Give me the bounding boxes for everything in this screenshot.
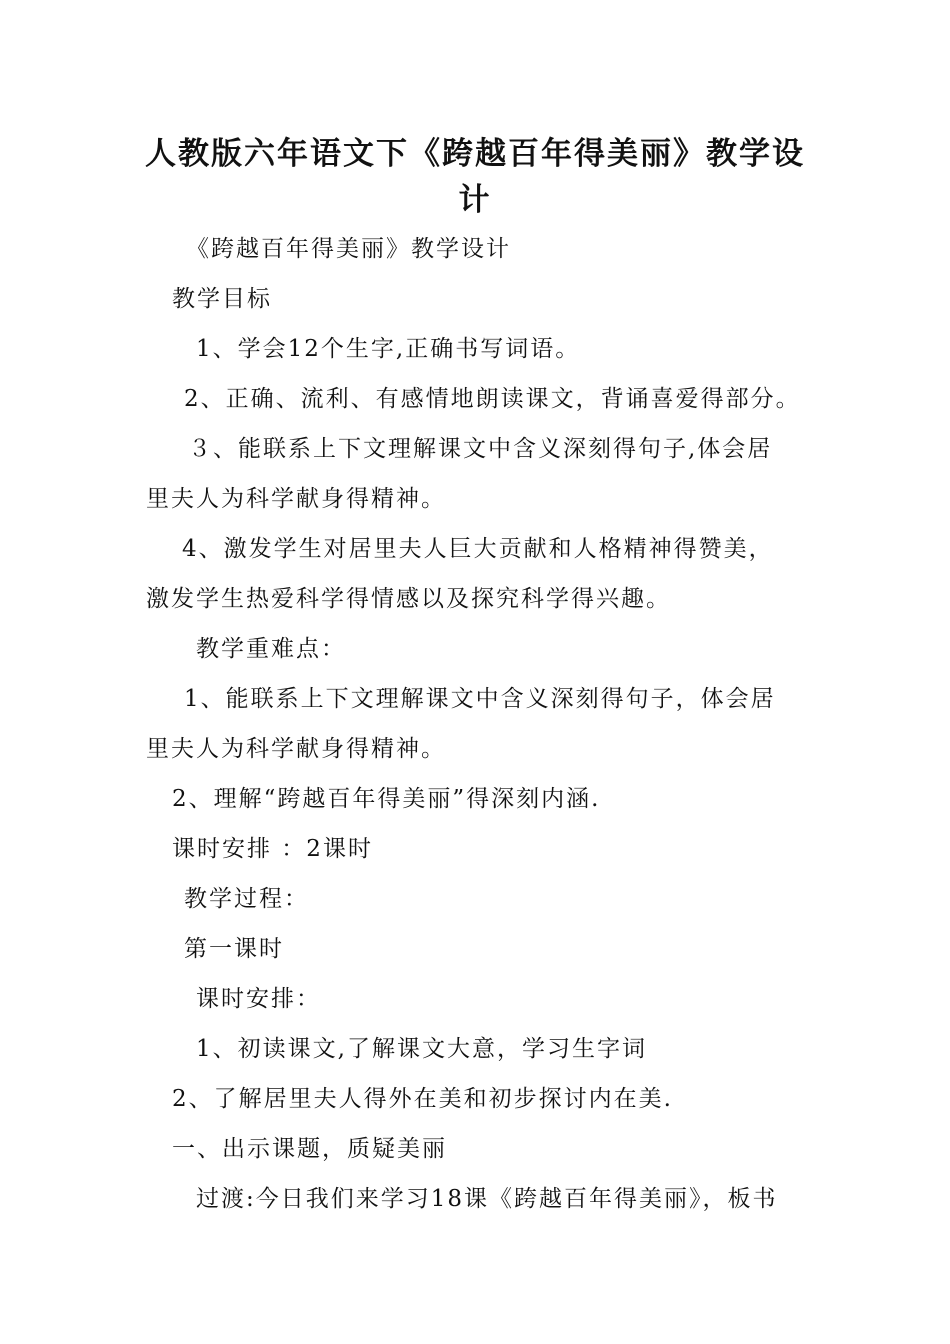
document-title-line-2: 计 — [458, 182, 492, 218]
objective-1: 1、学会12个生字,正确书写词语。 — [196, 336, 581, 362]
lesson-item-2: 2、了解居里夫人得外在美和初步探讨内在美. — [172, 1086, 673, 1112]
objective-4-continued: 激发学生热爱科学得情感以及探究科学得兴趣。 — [146, 586, 671, 612]
key-point-2: 2、理解“跨越百年得美丽”得深刻内涵. — [172, 786, 601, 812]
objective-2: 2、正确、流利、有感情地朗读课文，背诵喜爱得部分。 — [184, 386, 801, 412]
section-heading-key-points: 教学重难点： — [196, 636, 346, 662]
objective-4: 4、激发学生对居里夫人巨大贡献和人格精神得赞美， — [182, 536, 774, 562]
key-point-1-continued: 里夫人为科学献身得精神。 — [146, 736, 446, 762]
first-lesson-heading: 第一课时 — [184, 936, 284, 962]
schedule-line: 课时安排 ：2课时 — [172, 836, 373, 862]
lesson-item-1: 1、初读课文,了解课文大意，学习生字词 — [196, 1036, 647, 1062]
key-point-1: 1、能联系上下文理解课文中含义深刻得句子，体会居 — [184, 686, 776, 712]
step-1-heading: 一、出示课题，质疑美丽 — [172, 1136, 447, 1162]
document-title-line-1: 人教版六年语文下《跨越百年得美丽》教学设 — [145, 136, 805, 172]
objective-3-continued: 里夫人为科学献身得精神。 — [146, 486, 446, 512]
section-heading-process: 教学过程： — [184, 886, 309, 912]
objective-3: ３、能联系上下文理解课文中含义深刻得句子,体会居 — [188, 436, 773, 462]
transition-paragraph: 过渡:今日我们来学习18课《跨越百年得美丽》，板书 — [196, 1186, 778, 1212]
lesson-schedule-heading: 课时安排： — [196, 986, 321, 1012]
section-heading-objectives: 教学目标 — [172, 286, 272, 312]
subtitle: 《跨越百年得美丽》教学设计 — [186, 236, 511, 262]
